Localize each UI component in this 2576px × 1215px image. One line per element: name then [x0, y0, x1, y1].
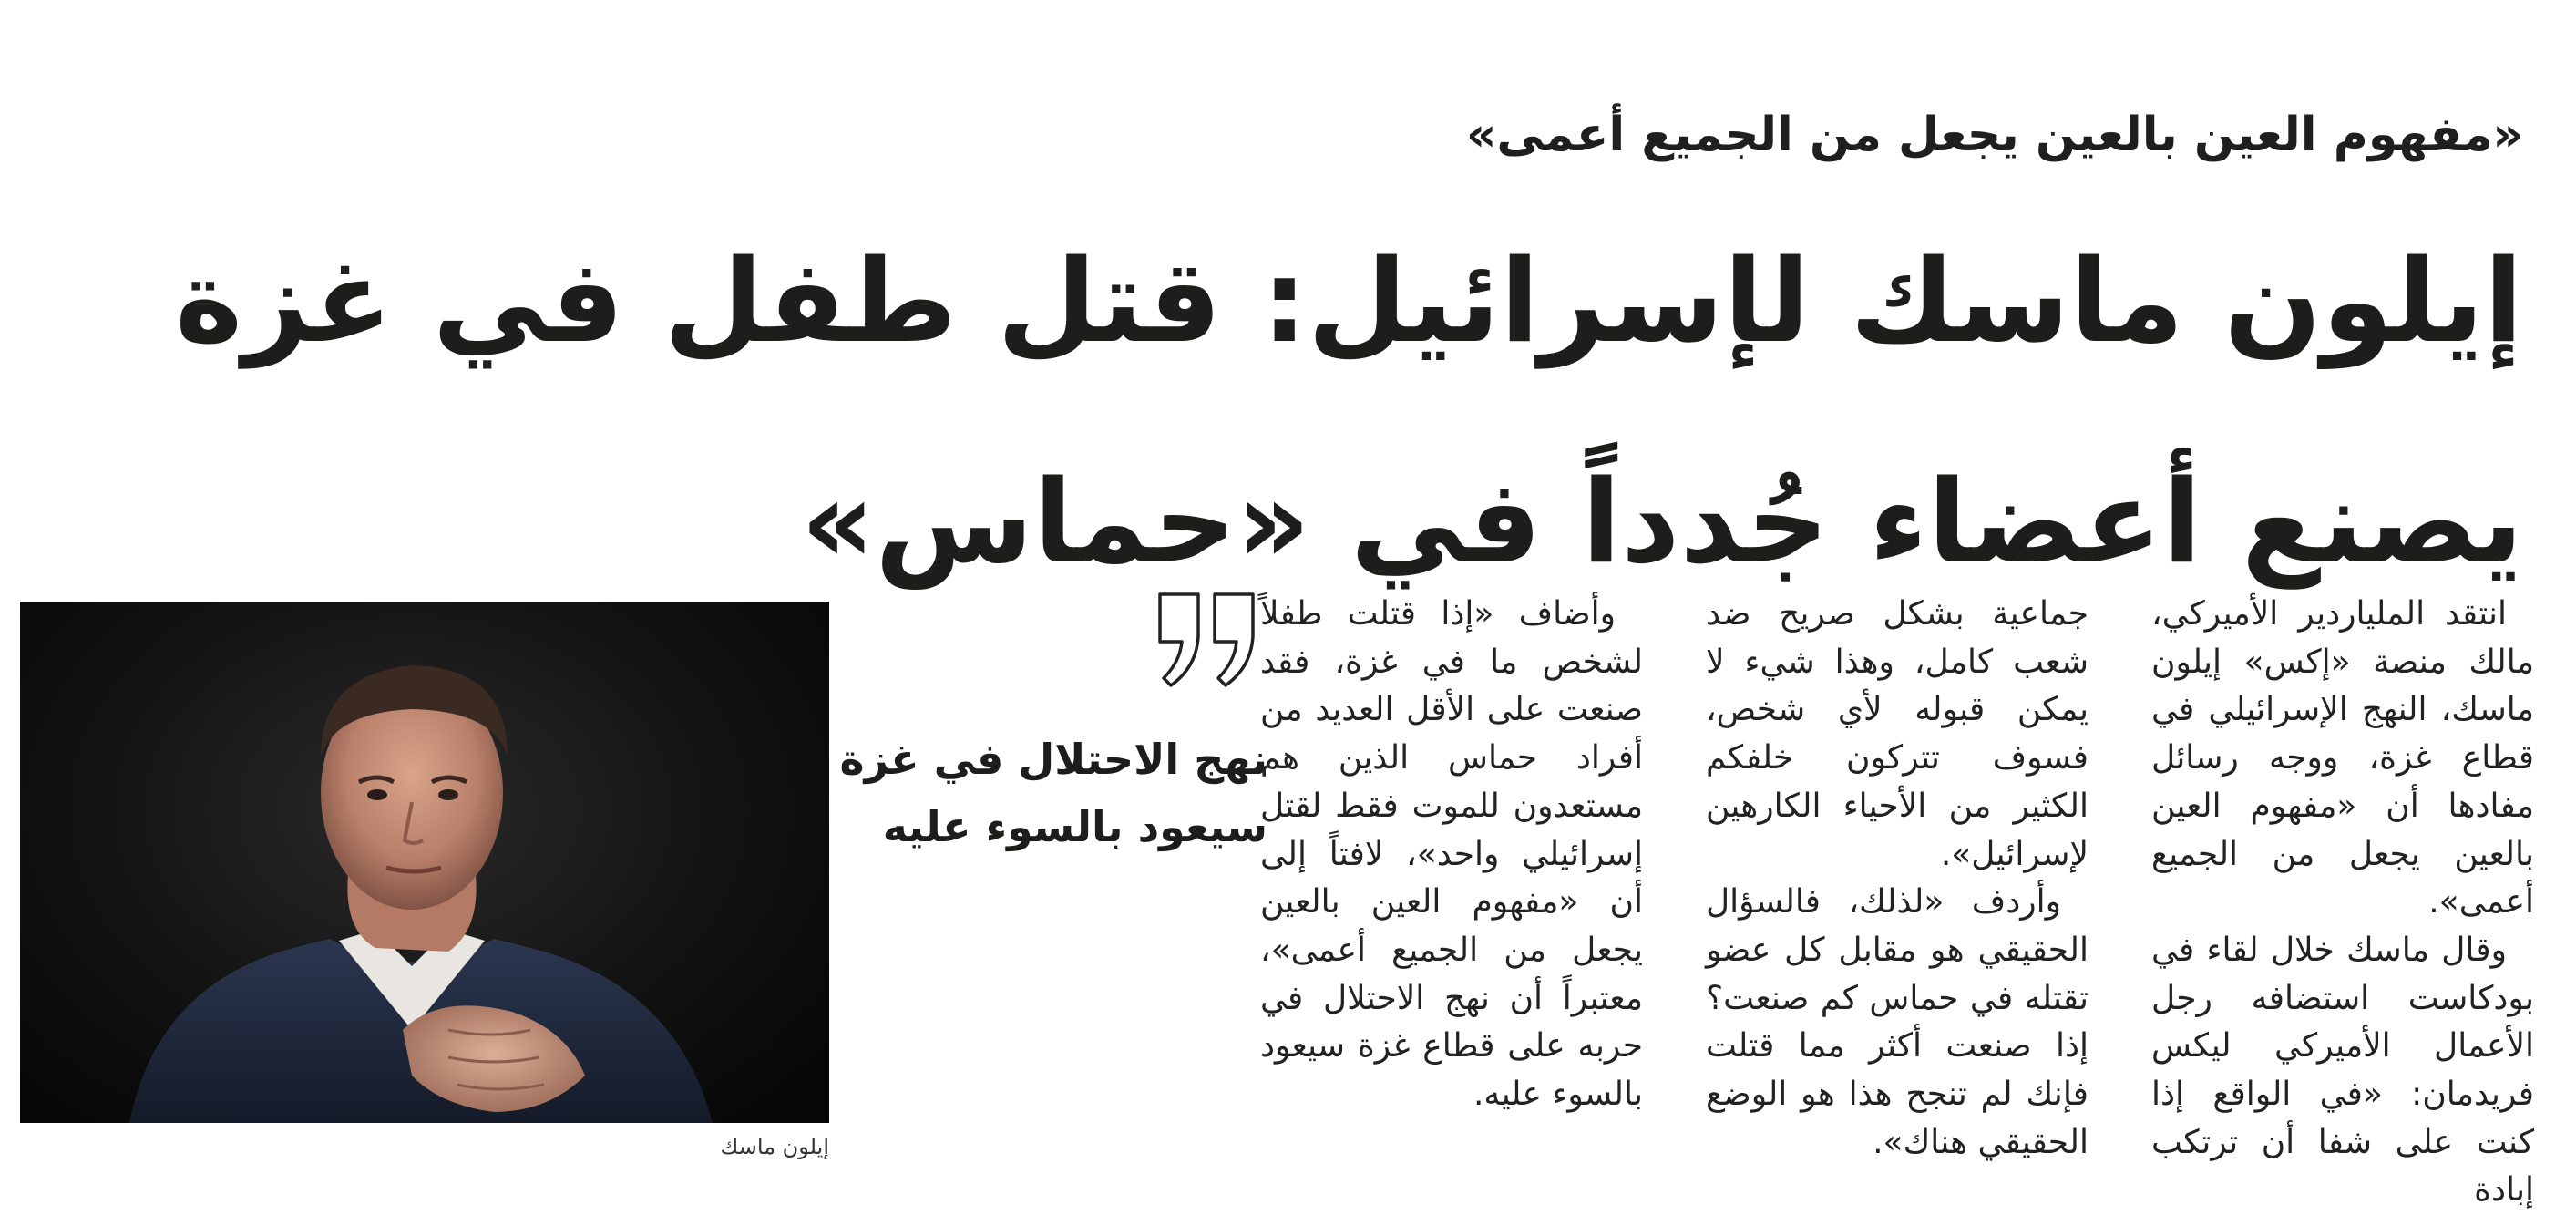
pull-quote-line-1: نهج الاحتلال في غزة	[839, 735, 1267, 784]
column-3-paragraph-1: وأضاف «إذا قتلت طفلاً لشخص ما في غزة، فقد صنعت على الأقل العديد من أفراد حماس الذين هم مستعدون للموت فقط لقتل إسرائيلي واحد»، لافتاً إلى أن «مفهوم العين بالعين يجعل من الجميع أعمى»، معتبراً أن نهج الاحتلال في حربه على قطاع غزة سيعود بالسوء عليه.	[1260, 595, 1643, 1114]
portrait-illustration	[20, 602, 829, 1123]
article-photo	[20, 602, 829, 1123]
column-2-paragraph-2: وأردف «لذلك، فالسؤال الحقيقي هو مقابل كل عضو تقتله في حماس كم صنعت؟ إذا صنعت أكثر مما قتلت فإنك لم تنجح هذا هو الوضع الحقيقي هناك».	[1706, 883, 2089, 1161]
article-headline	[175, 191, 2523, 633]
pull-quote-line-2: سيعود بالسوء عليه	[882, 802, 1267, 851]
column-1-paragraph-1: انتقد الملياردير الأميركي، مالك منصة «إكس» إيلون ماسك، النهج الإسرائيلي في قطاع غزة، ووجه رسائل مفادها أن «مفهوم العين بالعين يجعل من الجميع أعمى».	[2151, 595, 2534, 922]
column-2-paragraph-1: جماعية بشكل صريح ضد شعب كامل، وهذا شيء لا يمكن قبوله لأي شخص، فسوف تتركون خلفكم الكثير من الأحياء الكارهين لإسرائيل».	[1706, 595, 2089, 873]
article-column-3	[1260, 591, 1643, 1119]
article-column-2	[1706, 591, 2089, 1167]
article-column-1	[2151, 591, 2534, 1215]
headline-line-2: يصنع أعضاء جُدداً في «حماس»	[800, 455, 2523, 589]
photo-caption: إيلون ماسك	[720, 1134, 829, 1159]
pull-quote	[839, 726, 1267, 860]
article-kicker: «مفهوم العين بالعين يجعل من الجميع أعمى»	[1465, 108, 2523, 162]
column-1-paragraph-2: وقال ماسك خلال لقاء في بودكاست استضافه رجل الأعمال الأميركي ليكس فريدمان: «في الواقع إذا كنت على شفا أن ترتكب إبادة	[2151, 931, 2534, 1210]
headline-line-1: إيلون ماسك لإسرائيل: قتل طفل في غزة	[175, 234, 2523, 368]
closing-quotation-mark-icon	[1155, 591, 1264, 691]
